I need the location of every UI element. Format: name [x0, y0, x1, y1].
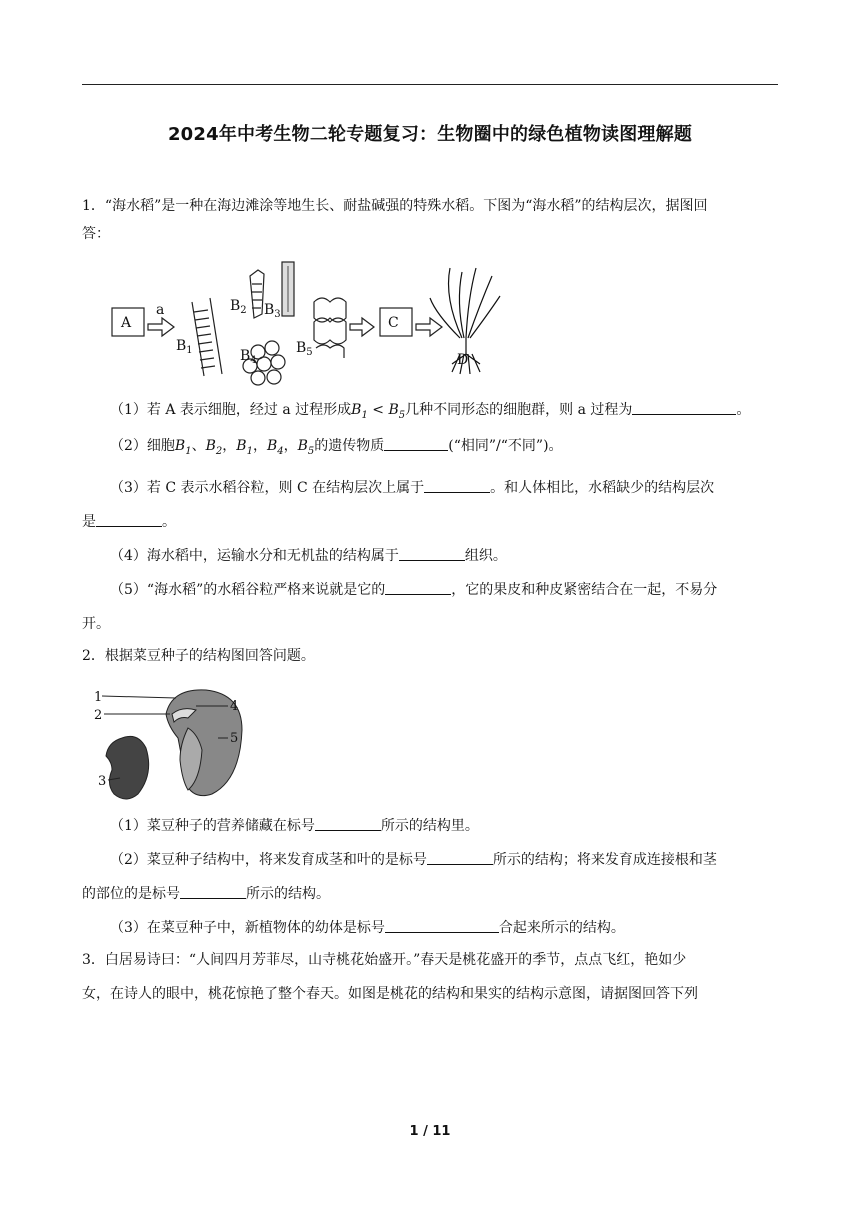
- label-C: C: [388, 315, 399, 331]
- answer-blank[interactable]: [424, 477, 490, 493]
- q1-sub3-line2: 是 。: [82, 508, 778, 536]
- seed-label-1: 1: [94, 690, 103, 705]
- answer-blank[interactable]: [315, 815, 381, 831]
- q1-sub5-line2: 开。: [82, 616, 110, 632]
- label-A: A: [121, 315, 132, 331]
- answer-blank[interactable]: [180, 883, 246, 899]
- cell-b5-drawing: [314, 298, 346, 358]
- q2-sub1: （1）菜豆种子的营养储藏在标号 所示的结构里。: [82, 812, 778, 840]
- page-number: 1 / 11: [409, 1124, 451, 1139]
- rice-structure-diagram: [100, 258, 520, 388]
- label-B2: $B_2$: [230, 298, 247, 316]
- seed-label-2: 2: [94, 708, 103, 723]
- page-title: 2024年中考生物二轮专题复习：生物圈中的绿色植物读图理解题: [167, 124, 693, 145]
- q2-intro: 2．根据菜豆种子的结构图回答问题。: [82, 648, 315, 664]
- label-B3: $B_3$: [264, 302, 281, 320]
- cell-b2-drawing: [250, 270, 264, 318]
- answer-blank[interactable]: [399, 545, 465, 561]
- answer-blank[interactable]: [385, 917, 499, 933]
- seed-whole: [106, 736, 149, 799]
- q2-sub2-line1: （2）菜豆种子结构中，将来发育成茎和叶的是标号 所示的结构；将来发育成连接根和茎: [82, 846, 778, 874]
- seed-label-3: 3: [98, 774, 107, 789]
- label-B5: $B_5$: [296, 340, 313, 358]
- arrow-b-c: [350, 318, 374, 336]
- label-D: D: [457, 352, 469, 368]
- answer-blank[interactable]: [427, 849, 493, 865]
- seed-label-4: 4: [230, 699, 239, 714]
- label-a: a: [156, 302, 165, 318]
- q1-sub2: （2）细胞$B_1$、$B_2$，$B_1$，$B_4$，$B_5$的遗传物质 (“相同”/“不同”)。: [82, 432, 778, 466]
- seed-label-5: 5: [230, 731, 239, 746]
- q1-sub1: （1）若 A 表示细胞，经过 a 过程形成$B_1 < B_5$几种不同形态的细胞群，则 a 过程为 。: [82, 396, 778, 430]
- label-B1: $B_1$: [176, 338, 193, 356]
- label-B4: $B_4$: [240, 348, 257, 366]
- q3-line2: 女，在诗人的眼中，桃花惊艳了整个春天。如图是桃花的结构和果实的结构示意图，请据图回答下列: [82, 986, 698, 1002]
- q2-sub2-line2: 的部位的是标号 所示的结构。: [82, 880, 778, 908]
- header-rule: [82, 84, 778, 85]
- answer-blank[interactable]: [384, 435, 448, 451]
- arrow-a: [148, 318, 174, 336]
- q1-intro-line1: 1．“海水稻”是一种在海边滩涂等地生长、耐盐碱强的特殊水稻。下图为“海水稻”的结构层次，据图回: [82, 198, 708, 214]
- q1-sub3-line1: （3）若 C 表示水稻谷粒，则 C 在结构层次上属于 。和人体相比，水稻缺少的结构层次: [82, 474, 778, 502]
- answer-blank[interactable]: [632, 399, 736, 415]
- answer-blank[interactable]: [385, 579, 451, 595]
- arrow-c-d: [416, 318, 442, 336]
- bean-seed-diagram: [92, 684, 252, 804]
- cell-b1-drawing: [192, 298, 222, 376]
- answer-blank[interactable]: [96, 511, 162, 527]
- q1-sub5-line1: （5）“海水稻”的水稻谷粒严格来说就是它的 ，它的果皮和种皮紧密结合在一起，不易分: [82, 576, 778, 604]
- q1-sub4: （4）海水稻中，运输水分和无机盐的结构属于 组织。: [82, 542, 778, 570]
- q1-intro-line2: 答：: [82, 226, 110, 242]
- q2-sub3: （3）在菜豆种子中，新植物体的幼体是标号 合起来所示的结构。: [82, 914, 778, 942]
- q3-line1: 3．白居易诗曰：“人间四月芳菲尽，山寺桃花始盛开。”春天是桃花盛开的季节，点点飞红，艳如少: [82, 952, 687, 968]
